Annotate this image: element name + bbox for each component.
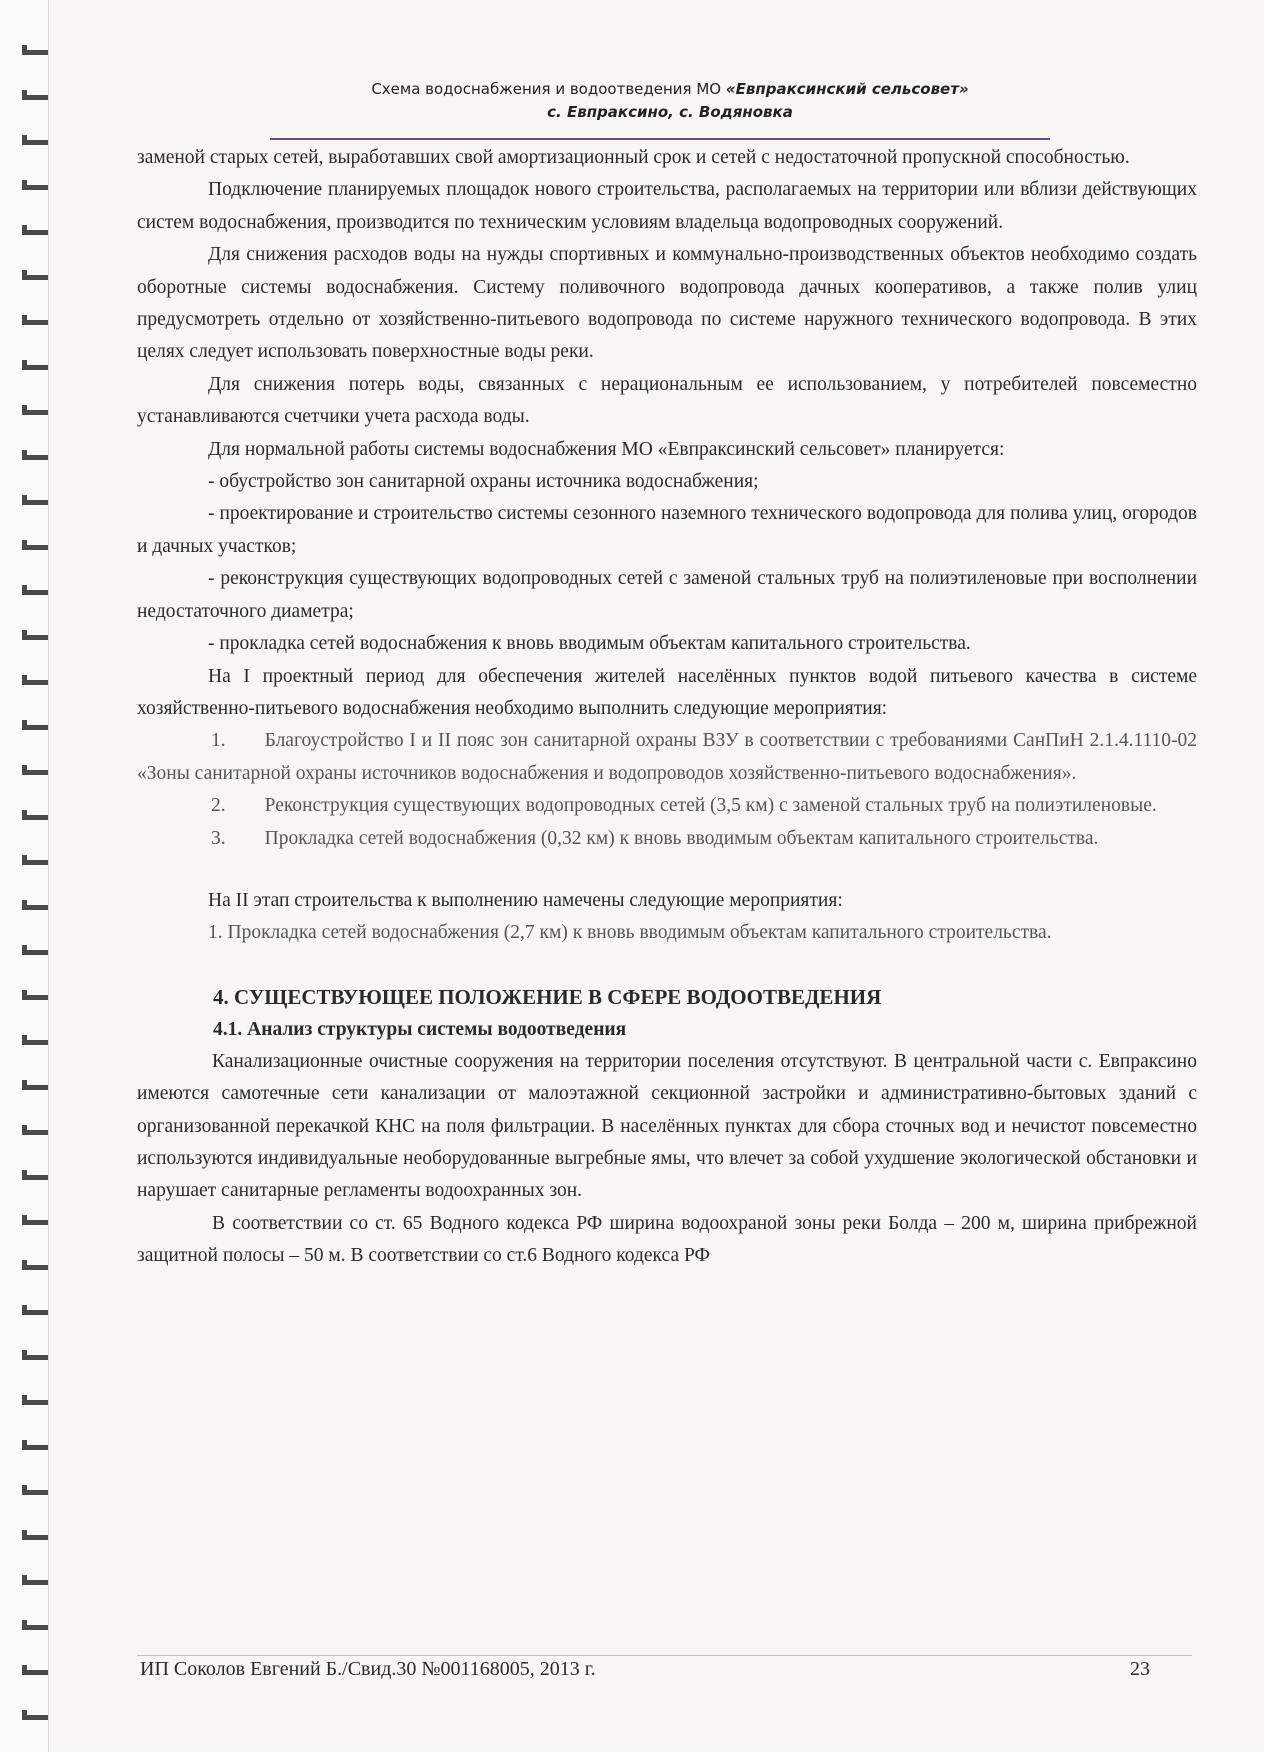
binding-ring <box>22 855 48 865</box>
binding-ring <box>22 810 48 820</box>
header-title: Схема водоснабжения и водоотведения МО <box>371 80 726 98</box>
bullet-item: - реконструкция существующих водопроводных сетей с заменой стальных труб на полиэтиленовые при восполнении недостаточного диаметра; <box>137 568 1197 622</box>
numbered-item: 2. Реконструкция существующих водопроводных сетей (3,5 км) с заменой стальных труб на полиэтиленовые. <box>211 795 1157 817</box>
numbered-item: 3. Прокладка сетей водоснабжения (0,32 км) к вновь вводимым объектам капитального строительства. <box>211 827 1099 849</box>
binding-ring <box>22 990 48 1000</box>
binding-ring <box>22 945 48 955</box>
paragraph: Для снижения расходов воды на нужды спортивных и коммунально-производственных объектов необходимо создать оборотные системы водоснабжения. Систему поливочного водопровода дачных кооперативов, а также полив улиц предусмотреть отдельно от хозяйственно-питьевого водопровода по системе наружного технического водопровода. В этих целях следует использовать поверхностные воды реки. <box>137 244 1197 363</box>
paragraph: На I проектный период для обеспечения жителей населённых пунктов водой питьевого качества в системе хозяйственно-питьевого водоснабжения необходимо выполнить следующие мероприятия: <box>137 665 1197 719</box>
binding-ring <box>22 405 48 415</box>
header-line-2 <box>150 101 1190 124</box>
binding-ring <box>22 450 48 460</box>
header-villages: с. Евпраксино, с. Водяновка <box>547 103 793 121</box>
binding-ring <box>22 1215 48 1225</box>
binding-ring <box>22 360 48 370</box>
binding-ring <box>22 1530 48 1540</box>
page-footer <box>140 1656 1150 1682</box>
spacer <box>137 950 1197 980</box>
binding-ring <box>22 675 48 685</box>
paragraph: заменой старых сетей, выработавших свой амортизационный срок и сетей с недостаточной пропускной способностью. <box>137 147 1130 168</box>
bullet-item: - обустройство зон санитарной охраны источника водоснабжения; <box>208 471 759 493</box>
binding-ring <box>22 1620 48 1630</box>
footer-author: ИП Соколов Евгений Б./Свид.30 №001168005, 2013 г. <box>140 1658 596 1680</box>
bullet-item: - прокладка сетей водоснабжения к вновь вводимым объектам капитального строительства. <box>208 633 971 655</box>
header-org: «Евпраксинский сельсовет» <box>725 80 969 98</box>
section-heading: 4. СУЩЕСТВУЮЩЕЕ ПОЛОЖЕНИЕ В СФЕРЕ ВОДООТВЕДЕНИЯ <box>213 984 882 1009</box>
binding-ring <box>22 45 48 55</box>
numbered-item: 1. Прокладка сетей водоснабжения (2,7 км) к вновь вводимым объектам капитального строительства. <box>208 922 1052 944</box>
binding-ring <box>22 1575 48 1585</box>
paragraph: Канализационные очистные сооружения на территории поселения отсутствуют. В центральной части с. Евпраксино имеются самотечные сети канализации от малоэтажной секционной застройки и административно-бытовых зданий с организованной перекачкой КНС на поля фильтрации. В населённых пунктах для сбора сточных вод и нечистот повсеместно используются индивидуальные необорудованные выгребные ямы, что влечет за собой ухудшение экологической обстановки и нарушает санитарные регламенты водоохранных зон. <box>137 1050 1197 1202</box>
binding-ring <box>22 585 48 595</box>
header-line-1 <box>150 78 1190 101</box>
binding-ring <box>22 315 48 325</box>
paragraph: В соответствии со ст. 65 Водного кодекса РФ ширина водоохраной зоны реки Болда – 200 м, ширина прибрежной защитной полосы – 50 м. В соответствии со ст.6 Водного кодекса РФ <box>137 1212 1197 1267</box>
binding-ring <box>22 900 48 910</box>
numbered-item: 1. Благоустройство I и II пояс зон санитарной охраны ВЗУ в соответствии с требованиями СанПиН 2.1.4.1110-02 «Зоны санитарной охраны источников водоснабжения и водопроводов хозяйственно-питьевого водоснабжения». <box>137 730 1197 784</box>
bullet-item: - проектирование и строительство системы сезонного наземного технического водопровода для полива улиц, огородов и дачных участков; <box>137 503 1197 557</box>
binding-ring <box>22 1485 48 1495</box>
binding-ring <box>22 1035 48 1045</box>
paragraph: Для нормальной работы системы водоснабжения МО «Евпраксинский сельсовет» планируется: <box>208 438 1005 460</box>
binding-ring <box>22 765 48 775</box>
binding-ring <box>22 540 48 550</box>
document-body <box>137 142 1197 1273</box>
binding-ring <box>22 495 48 505</box>
binding-ring <box>22 135 48 145</box>
spiral-binding <box>0 0 48 1752</box>
paragraph: Для снижения потерь воды, связанных с нерациональным ее использованием, у потребителей повсеместно устанавливаются счетчики учета расхода воды. <box>137 373 1197 428</box>
binding-ring <box>22 90 48 100</box>
binding-ring <box>22 1260 48 1270</box>
subsection-heading: 4.1. Анализ структуры системы водоотведения <box>213 1018 627 1040</box>
paragraph: Подключение планируемых площадок нового строительства, располагаемых на территории или вблизи действующих систем водоснабжения, производится по техническим условиям владельца водопроводных сооружений. <box>137 179 1197 233</box>
spacer <box>137 855 1197 885</box>
binding-ring <box>22 1305 48 1315</box>
binding-ring <box>22 1170 48 1180</box>
binding-ring <box>22 270 48 280</box>
binding-ring <box>22 1440 48 1450</box>
binding-ring <box>22 180 48 190</box>
header-divider <box>270 138 1050 140</box>
binding-ring <box>22 720 48 730</box>
binding-ring <box>22 1710 48 1720</box>
paragraph: На II этап строительства к выполнению намечены следующие мероприятия: <box>208 889 843 911</box>
page-number: 23 <box>1130 1658 1150 1680</box>
binding-ring <box>22 1080 48 1090</box>
binding-ring <box>22 1350 48 1360</box>
binding-ring <box>22 225 48 235</box>
binding-ring <box>22 630 48 640</box>
page-header <box>150 78 1190 124</box>
binding-ring <box>22 1395 48 1405</box>
binding-ring <box>22 1125 48 1135</box>
page-edge <box>48 0 49 1752</box>
binding-ring <box>22 1665 48 1675</box>
